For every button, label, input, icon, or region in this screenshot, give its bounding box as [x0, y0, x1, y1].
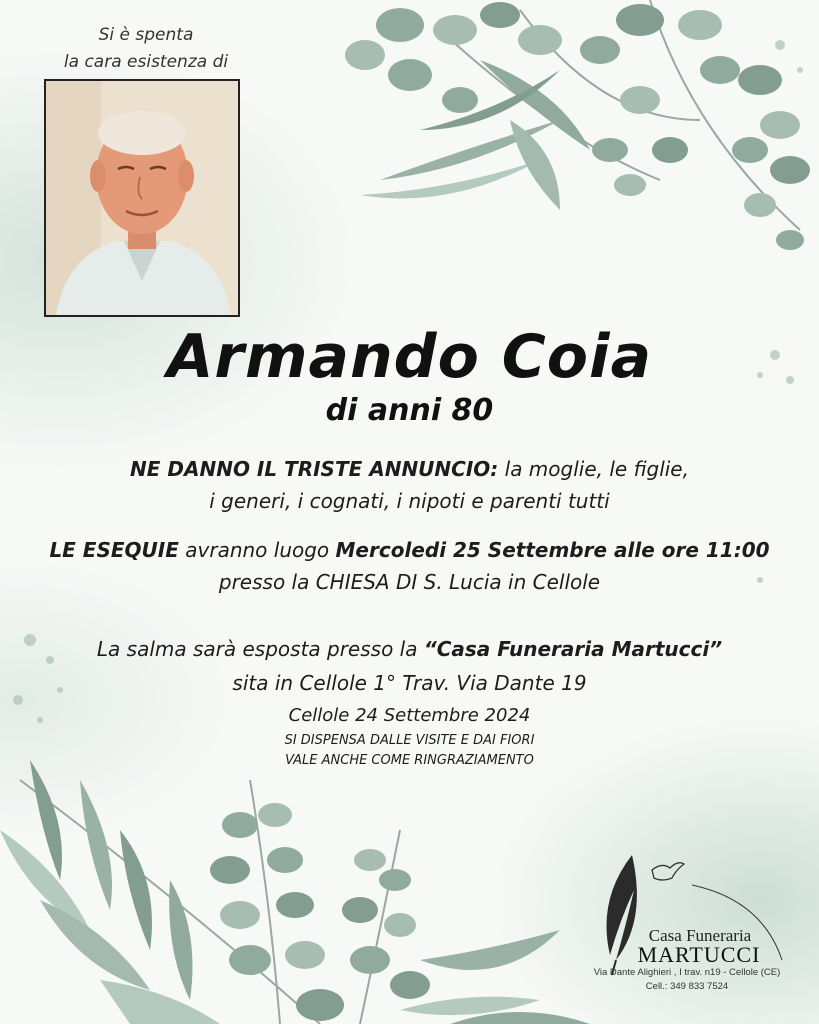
- announcement-lead: NE DANNO IL TRISTE ANNUNCIO:: [130, 457, 499, 481]
- intro-line-2: la cara esistenza di: [63, 52, 229, 72]
- announcement: [0, 453, 819, 517]
- funeral-lead: LE ESEQUIE: [49, 538, 179, 562]
- announcement-line-1: [0, 453, 819, 485]
- logo-address: Via Dante Alighieri , I trav. n19 - Cellole (CE): [593, 967, 781, 978]
- funeral-details: [0, 534, 819, 598]
- announcement-family: la moglie, le figlie,: [498, 457, 689, 481]
- wake-details: [0, 632, 819, 700]
- top-right-foliage: [345, 0, 810, 250]
- dove-icon: [652, 863, 684, 880]
- logo-phone: Cell.: 349 833 7524: [645, 981, 729, 992]
- closing-note-1: SI DISPENSA DALLE VISITE E DAI FIORI: [284, 733, 535, 748]
- funeral-middle: avranno luogo: [178, 538, 336, 562]
- announcement-line-2: i generi, i cognati, i nipoti e parenti tutti: [209, 489, 610, 513]
- deceased-portrait: [44, 79, 240, 317]
- logo-brand: MARTUCCI: [637, 942, 761, 967]
- deceased-name: Armando Coia: [166, 322, 653, 392]
- funeral-datetime: Mercoledi 25 Settembre alle ore 11:00: [335, 538, 770, 562]
- closing-notes: [0, 731, 819, 771]
- intro-text: [40, 22, 252, 76]
- intro-line-1: Si è spenta: [98, 25, 194, 45]
- wake-prefix: La salma sarà esposta presso la: [96, 637, 424, 661]
- deceased-age: di anni 80: [325, 393, 494, 428]
- notice-date: Cellole 24 Settembre 2024: [288, 705, 531, 726]
- wake-line-1: [0, 632, 819, 666]
- portrait-illustration: [46, 81, 238, 315]
- closing-note-2: VALE ANCHE COME RINGRAZIAMENTO: [285, 753, 534, 768]
- bottom-left-foliage: [0, 760, 590, 1024]
- funeral-location: presso la CHIESA DI S. Lucia in Cellole: [218, 570, 601, 594]
- logo-line-1: Casa Funeraria: [648, 926, 752, 945]
- wake-address: sita in Cellole 1° Trav. Via Dante 19: [232, 671, 587, 695]
- funeral-line-1: [0, 534, 819, 566]
- wake-place: “Casa Funeraria Martucci”: [423, 637, 723, 661]
